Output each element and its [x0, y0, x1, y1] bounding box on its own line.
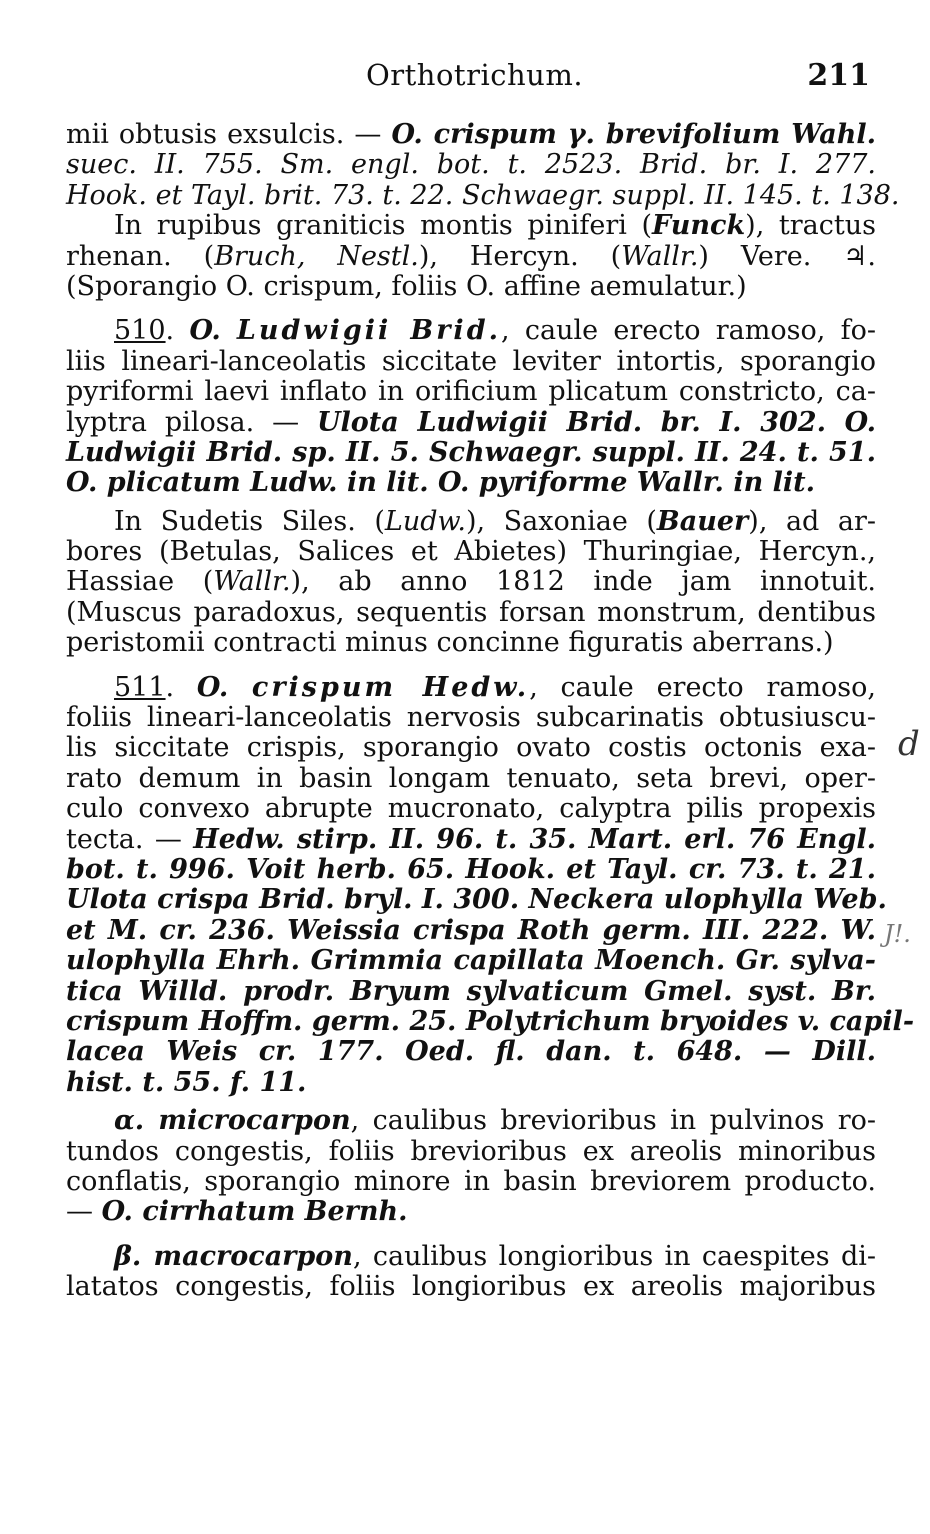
text-line: [66, 1068, 876, 1098]
page-number: 211: [807, 58, 870, 93]
text-segment: .: [165, 315, 190, 347]
text-segment: Hedw. stirp. II. 96. t. 35. Mart. erl. 76 Engl.: [193, 823, 876, 855]
text-line: [66, 628, 876, 658]
text-segment: O. crispum γ.: [391, 119, 606, 150]
text-line: [66, 1272, 876, 1302]
text-segment: β. macrocarpon: [114, 1240, 353, 1272]
text-line: [66, 537, 876, 567]
text-segment: lis siccitate crispis, sporangio ovato costis octonis exa-: [66, 732, 876, 764]
variety-beta: [66, 1242, 876, 1272]
text-segment: O.: [189, 315, 237, 347]
text-segment: crispum Hedw.: [251, 671, 530, 703]
text-segment: rato demum in basin longam tenuato, seta brevi, oper-: [66, 762, 876, 794]
text-line: [66, 733, 876, 763]
text-line: [66, 1137, 876, 1167]
text-segment: (Sporangio O. crispum, foliis O. affine aemulatur.): [66, 270, 747, 302]
text-segment: ), ad ar-: [748, 505, 876, 537]
text-line: [66, 377, 876, 407]
entry-511-heading: [66, 673, 876, 703]
page-body: [66, 119, 915, 1303]
text-segment: lyptra pilosa. —: [66, 406, 317, 438]
text-segment: Funck: [652, 210, 746, 242]
text-segment: latatos congestis, foliis longioribus ex areolis majoribus: [66, 1271, 876, 1303]
text-line: [66, 764, 876, 794]
text-line: [66, 507, 876, 537]
text-line: [66, 272, 876, 302]
text-segment: O. cirrhatum Bernh.: [101, 1196, 408, 1228]
text-segment: ) Vere. ♃.: [698, 240, 877, 272]
text-line: [66, 825, 876, 855]
text-line: [66, 1167, 876, 1197]
text-segment: conflatis, sporangio minore in basin breviorem producto.: [66, 1165, 876, 1197]
text-line: [66, 884, 887, 916]
text-segment: hist. t. 55. f. 11.: [66, 1066, 307, 1098]
text-segment: ), ab anno 1812 inde jam innotuit.: [290, 566, 876, 598]
text-segment: culo convexo abrupte mucronato, calyptra pilis propexis: [66, 793, 876, 825]
text-line: [66, 946, 876, 976]
text-segment: Ludw.: [384, 505, 466, 537]
text-line: [66, 598, 876, 628]
text-segment: tundos congestis, foliis brevioribus ex areolis minoribus: [66, 1135, 876, 1167]
text-line: [66, 120, 876, 150]
text-segment: peristomii contracti minus concinne figuratis aberrans.): [66, 627, 834, 659]
text-segment: 511: [114, 671, 166, 703]
text-segment: O.: [196, 671, 252, 703]
text-line: [66, 916, 876, 946]
text-segment: lacea Weis cr. 177. Oed. fl. dan. t. 648. — Dill.: [66, 1036, 876, 1068]
text-segment: In rupibus graniticis montis piniferi (: [114, 210, 653, 242]
text-segment: Ulota crispa Brid. bryl. I. 300. Neckera ulophylla Web.: [66, 884, 887, 916]
paragraph-gap: [66, 659, 876, 673]
text-segment: rhenan. (: [66, 240, 215, 272]
text-line: [66, 1037, 876, 1067]
text-line: [66, 977, 876, 1007]
text-segment: Wallr.: [213, 566, 291, 598]
text-line: [66, 855, 876, 885]
text-line: [66, 567, 876, 597]
running-title: Orthotrichum.: [366, 58, 584, 92]
text-line: [66, 438, 876, 468]
text-segment: Ludwigii Brid.: [236, 315, 501, 347]
text-line: [66, 1005, 915, 1037]
text-segment: —: [66, 1196, 102, 1228]
text-segment: Ulota Ludwigii Brid. br. I. 302. O.: [316, 406, 876, 438]
text-line: [66, 1197, 876, 1227]
text-line: [66, 794, 876, 824]
text-segment: (Muscus paradoxus, sequentis forsan monstrum, dentibus: [66, 596, 876, 628]
entry-510-heading: [66, 316, 876, 346]
text-line: [66, 347, 876, 377]
text-segment: Bauer: [656, 505, 749, 537]
text-segment: bot. t. 996. Voit herb. 65. Hook. et Tayl. cr. 73. t. 21.: [66, 853, 876, 885]
text-segment: et M. cr. 236. Weissia crispa Roth germ. III. 222. W.: [66, 914, 876, 946]
text-segment: ), Hercyn. (: [418, 240, 622, 272]
text-segment: ), Saxoniae (: [466, 505, 657, 537]
text-segment: , caulibus longioribus in caespites di-: [352, 1240, 876, 1272]
text-line: [66, 408, 876, 438]
text-segment: .: [165, 671, 197, 703]
text-segment: Hook. et Tayl. brit. 73. t. 22. Schwaegr. suppl. II. 145. t. 138.: [66, 179, 900, 211]
handwritten-margin-note: J!.: [884, 920, 911, 948]
text-line: [66, 242, 876, 272]
text-segment: , caule erecto ramoso, fo-: [500, 315, 876, 347]
text-segment: brevifolium Wahl.: [605, 119, 876, 150]
text-segment: mii obtusis exsulcis. —: [66, 119, 392, 150]
text-line: [66, 703, 876, 733]
text-segment: Hassiae (: [66, 566, 214, 598]
page-header: [66, 52, 876, 102]
text-segment: ulophylla Ehrh. Grimmia capillata Moench. Gr. sylva-: [66, 945, 876, 977]
text-segment: crispum Hoffm. germ. 25. Polytrichum bryoides v. capil-: [66, 1005, 915, 1037]
paragraph-gap: [66, 1228, 876, 1242]
text-segment: O. plicatum Ludw. in lit. O. pyriforme Wallr. in lit.: [66, 467, 816, 499]
text-segment: ), tractus: [745, 210, 876, 242]
text-segment: foliis lineari-lanceolatis nervosis subcarinatis obtusiuscu-: [66, 702, 876, 734]
text-line: [66, 179, 900, 211]
text-segment: Bruch, Nestl.: [214, 240, 419, 272]
text-segment: tica Willd. prodr. Bryum sylvaticum Gmel. syst. Br.: [66, 975, 876, 1007]
variety-alpha: [66, 1106, 876, 1136]
text-segment: 510: [114, 315, 166, 347]
text-segment: α. microcarpon: [114, 1105, 351, 1137]
text-segment: , caule erecto ramoso,: [529, 671, 876, 703]
text-segment: pyriformi laevi inflato in orificium plicatum constricto, ca-: [66, 376, 876, 408]
text-line: [66, 468, 876, 498]
text-segment: Ludwigii Brid. sp. II. 5. Schwaegr. suppl. II. 24. t. 51.: [66, 436, 876, 468]
handwritten-margin-note: d: [898, 724, 920, 764]
text-segment: Wallr.: [621, 240, 699, 272]
text-segment: liis lineari-lanceolatis siccitate leviter intortis, sporangio: [66, 345, 876, 377]
text-line: [66, 211, 876, 241]
text-line: [66, 150, 876, 180]
text-segment: tecta. —: [66, 823, 194, 855]
paragraph-gap: [66, 302, 876, 316]
text-segment: , caulibus brevioribus in pulvinos ro-: [350, 1105, 876, 1137]
text-segment: In Sudetis Siles. (: [114, 505, 385, 537]
text-segment: bores (Betulas, Salices et Abietes) Thuringiae, Hercyn.,: [66, 536, 876, 568]
text-segment: suec. II. 755. Sm. engl. bot. t. 2523. Brid. br. I. 277.: [66, 149, 876, 181]
